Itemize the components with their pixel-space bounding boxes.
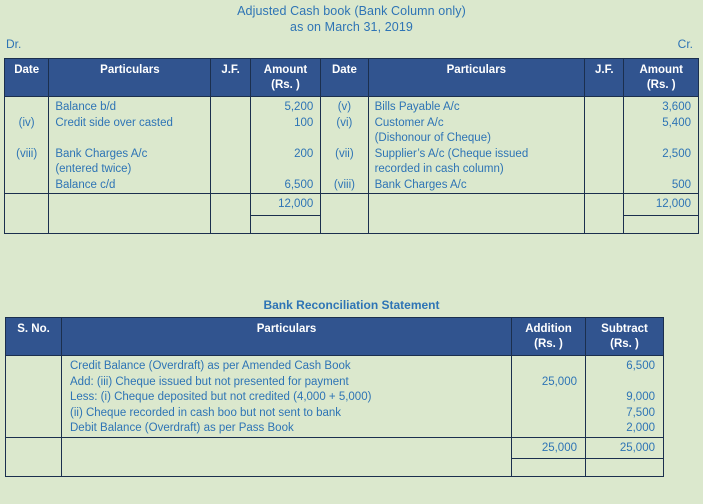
credit-jf-lines: [585, 97, 623, 193]
cell-line: 6,500: [284, 178, 314, 191]
cell-line: 9,000: [626, 391, 655, 403]
cell-line: Bank Charges A/c: [55, 147, 148, 160]
brs-tail-sno: [6, 458, 62, 476]
brs-header-subtract-text: Subtract: [601, 323, 648, 335]
cell-line: [253, 162, 314, 178]
page-title-line-1: Adjusted Cash book (Bank Column only): [237, 4, 466, 18]
cell-line: [324, 162, 364, 178]
debit-date-lines: [8, 97, 45, 193]
cell-line: [6, 375, 61, 391]
tail-credit-date: [321, 216, 368, 234]
credit-total-date-spacer: [321, 194, 368, 216]
cell-line: [211, 162, 249, 178]
header-jf-left: J.F.: [211, 59, 250, 97]
brs-title: Bank Reconciliation Statement: [263, 298, 440, 312]
cell-line: Bills Payable A/c: [374, 101, 460, 113]
tail-debit-jf: [211, 216, 250, 234]
credit-jf-column: [585, 97, 624, 194]
cell-line: 2,500: [662, 147, 691, 160]
debit-date-column: [5, 97, 49, 194]
brs-header-subtract: [586, 318, 664, 356]
cashbook-tail-row: [5, 216, 699, 234]
header-particulars-right: Particulars: [368, 59, 585, 97]
brs-header-addition: [512, 318, 586, 356]
brs-tail-addition: [512, 458, 586, 476]
brs-tail-particulars: [62, 458, 512, 476]
header-date-right: Date: [321, 59, 368, 97]
cell-line: [211, 116, 249, 132]
brs-total-particulars-spacer: [62, 437, 512, 458]
header-particulars-left: Particulars: [49, 59, 211, 97]
cell-line: [626, 162, 691, 178]
brs-sno-lines: [6, 356, 61, 437]
cell-line: [6, 406, 61, 422]
tail-debit-date: [5, 216, 49, 234]
brs-addition-column: [512, 356, 586, 438]
cell-line: 2,000: [626, 422, 655, 434]
cell-line: [626, 131, 691, 147]
adjusted-cashbook-table: [4, 58, 699, 234]
brs-addition-lines: [514, 356, 577, 437]
brs-sno-column: [6, 356, 62, 438]
cell-line: Balance b/d: [55, 101, 117, 113]
cell-line: Debit Balance (Overdraft) as per Pass Book: [70, 422, 294, 434]
debit-particulars-column: [49, 97, 211, 194]
brs-total-sno-spacer: [6, 437, 62, 458]
header-amount-left-unit: (Rs. ): [271, 78, 300, 91]
credit-total-jf-spacer: [585, 194, 624, 216]
cell-line: [514, 421, 577, 437]
cell-line: Customer A/c: [374, 116, 444, 129]
tail-debit-amount: [250, 216, 321, 234]
debit-total-particulars-spacer: [49, 194, 211, 216]
cell-line: 7,500: [626, 406, 655, 419]
cell-line: (iv): [18, 116, 35, 129]
cell-line: [211, 100, 249, 116]
cell-line: 6,500: [626, 360, 655, 372]
header-amount-right-text: Amount: [639, 64, 683, 76]
cell-line: [588, 375, 655, 391]
brs-total-addition: 25,000: [512, 437, 586, 458]
cell-line: 200: [294, 147, 314, 160]
debit-amount-lines: [253, 97, 314, 193]
credit-date-lines: [324, 97, 364, 193]
tail-credit-amount: [624, 216, 699, 234]
brs-tail-row: [6, 458, 664, 476]
document-title-block: [0, 0, 703, 35]
cell-line: [585, 162, 623, 178]
cell-line: [324, 131, 364, 147]
cell-line: [585, 100, 623, 116]
cashbook-header-row: [5, 59, 699, 97]
cell-line: [55, 131, 210, 147]
cell-line: [6, 359, 61, 375]
credit-date-column: [321, 97, 368, 194]
header-amount-right-unit: (Rs. ): [646, 78, 676, 91]
cell-line: Bank Charges A/c: [374, 178, 467, 191]
cell-line: 5,200: [284, 101, 314, 113]
page-title-line-2: as on March 31, 2019: [290, 20, 413, 34]
debit-credit-label-row: [0, 37, 703, 52]
debit-jf-lines: [211, 97, 249, 193]
credit-amount-column: [624, 97, 699, 194]
cell-line: (Dishonour of Cheque): [374, 132, 491, 144]
cell-line: Credit Balance (Overdraft) as per Amended Cash Book: [70, 360, 351, 372]
brs-table-wrapper: [5, 317, 663, 477]
cashbook-table-wrapper: [4, 58, 699, 234]
brs-particulars-column: [62, 356, 512, 438]
cashbook-total-row: [5, 194, 699, 216]
brs-subtract-column: [586, 356, 664, 438]
cell-line: [211, 178, 249, 194]
cell-line: [8, 178, 45, 194]
header-date-left: Date: [5, 59, 49, 97]
cell-line: (viii): [333, 178, 355, 191]
cell-line: 100: [294, 116, 314, 129]
tail-credit-particulars: [368, 216, 585, 234]
tail-credit-jf: [585, 216, 624, 234]
debit-amount-column: [250, 97, 321, 194]
cell-line: (vii): [335, 147, 354, 160]
cell-line: [6, 421, 61, 437]
cell-line: [8, 131, 45, 147]
credit-label: Cr.: [677, 37, 693, 51]
cell-line: [514, 390, 577, 406]
brs-total-row: [6, 437, 664, 458]
tail-debit-particulars: [49, 216, 211, 234]
header-jf-right: J.F.: [585, 59, 624, 97]
debit-total-amount: 12,000: [250, 194, 321, 216]
bank-reconciliation-statement-table: [5, 317, 664, 477]
cell-line: [211, 131, 249, 147]
brs-header-addition-text: Addition: [525, 323, 572, 335]
cell-line: Less: (i) Cheque deposited but not credited (4,000 + 5,000): [70, 391, 372, 403]
brs-header-row: [6, 318, 664, 356]
cell-line: [8, 162, 45, 178]
brs-header-subtract-unit: (Rs. ): [610, 337, 639, 350]
brs-total-subtract: 25,000: [586, 437, 664, 458]
cell-line: [585, 131, 623, 147]
cell-line: [253, 131, 314, 147]
brs-particulars-lines: [70, 356, 511, 437]
credit-particulars-lines: [375, 97, 585, 193]
cell-line: [211, 147, 249, 163]
cell-line: Credit side over casted: [55, 116, 173, 129]
cell-line: [514, 406, 577, 422]
cell-line: (viii): [16, 147, 38, 160]
header-amount-left-text: Amount: [263, 64, 308, 76]
debit-particulars-lines: [55, 97, 210, 193]
cell-line: (entered twice): [55, 163, 132, 175]
debit-total-jf-spacer: [211, 194, 250, 216]
credit-particulars-column: [368, 97, 585, 194]
cell-line: 3,600: [662, 101, 691, 113]
header-amount-left: [250, 59, 321, 97]
cashbook-body-row: [5, 97, 699, 194]
brs-header-addition-unit: (Rs. ): [534, 337, 563, 350]
cell-line: (ii) Cheque recorded in cash boo but not sent to bank: [70, 406, 342, 419]
cell-line: 5,400: [662, 116, 691, 129]
debit-total-date-spacer: [5, 194, 49, 216]
brs-header-sno: S. No.: [6, 318, 62, 356]
debit-jf-column: [211, 97, 250, 194]
cell-line: 500: [671, 178, 691, 191]
brs-tail-subtract: [586, 458, 664, 476]
cell-line: [514, 359, 577, 375]
cell-line: recorded in cash column): [374, 163, 504, 175]
header-amount-right: [624, 59, 699, 97]
cell-line: (v): [337, 101, 352, 113]
cell-line: (vi): [336, 116, 353, 129]
debit-label: Dr.: [6, 37, 22, 51]
cell-line: Balance c/d: [55, 178, 116, 191]
cell-line: [585, 147, 623, 163]
brs-subtract-lines: [588, 356, 655, 437]
cell-line: Add: (iii) Cheque issued but not presented for payment: [70, 375, 349, 388]
cell-line: [585, 116, 623, 132]
credit-amount-lines: [626, 97, 691, 193]
cell-line: Supplier’s A/c (Cheque issued: [374, 147, 529, 160]
cell-line: 25,000: [541, 375, 577, 388]
brs-header-particulars: Particulars: [62, 318, 512, 356]
cell-line: [585, 178, 623, 194]
credit-total-amount: 12,000: [624, 194, 699, 216]
cell-line: [6, 390, 61, 406]
credit-total-particulars-spacer: [368, 194, 585, 216]
cell-line: [8, 100, 45, 116]
brs-body-row: [6, 356, 664, 438]
